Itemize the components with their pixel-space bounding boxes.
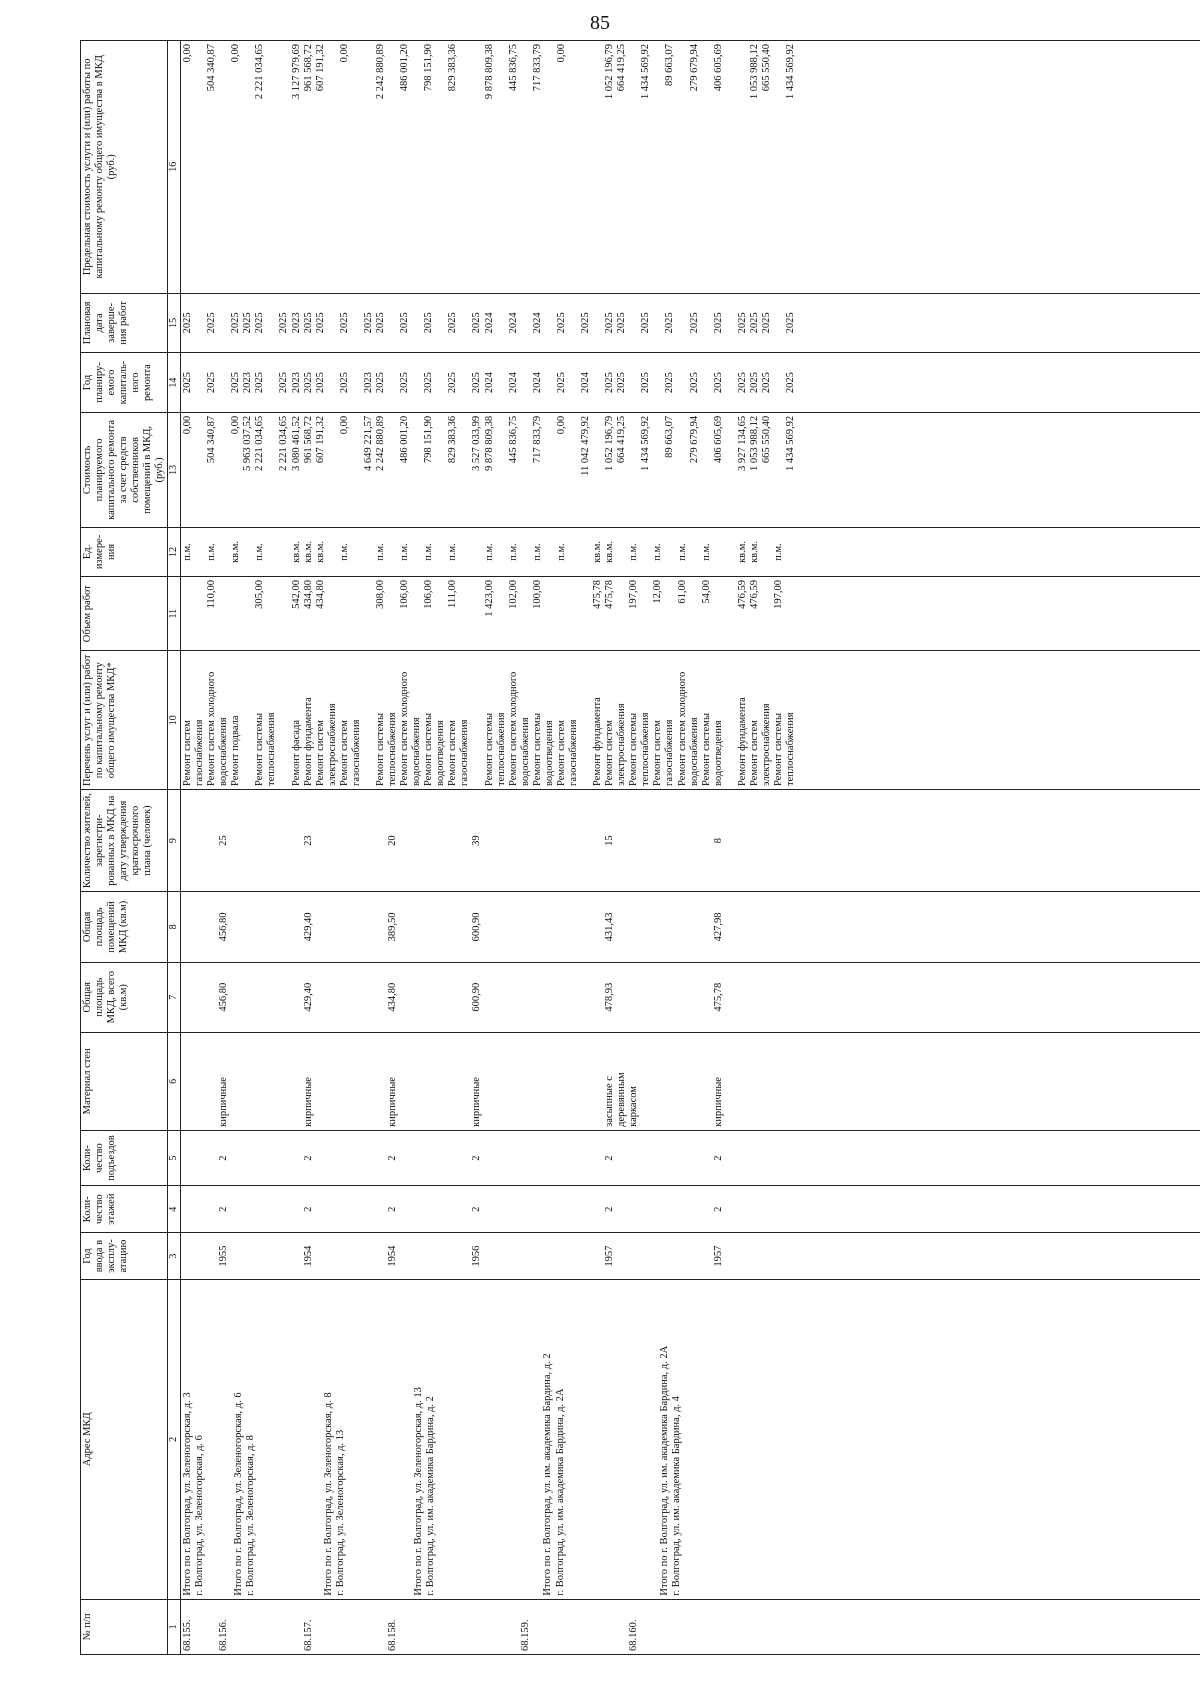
addresses xyxy=(180,1280,1200,1600)
planned-cost: 0,00 504 340,87 0,00 5 963 037,52 2 221 034,65 2 221 034,65 3 080 461,52 961 568,72 607 191,32 0,00 4 649 221,57 2 242 880,89 486 001,20 798 151,90 829 383,36 3 527 033,99 9 878 809,38 445 836,75 717 833,79 0,00 11 042 479,92 1 052 196,79 664 419,25 1 434 569,92 89 663,07 279 679,94 406 605,69 3 927 134,65 1 053 988,12 665 550,40 1 434 569,92 xyxy=(180,412,1200,527)
column-number: 3 xyxy=(168,1233,181,1280)
header-cell: Объем работ xyxy=(81,576,168,651)
row-numbers: 68.155. 68.156. 68.157. 68.158. 68.159. 68.160. xyxy=(180,1599,1200,1654)
column-number: 6 xyxy=(168,1032,181,1130)
column-number: 12 xyxy=(168,527,181,576)
work-volume: 110,00 305,00 542,00 434,80 434,80 308,00 106,00 106,00 111,00 1 423,00 102,00 100,00 475,78 475,78 197,00 12,00 61,00 54,00 476,59 476,59 197,00 xyxy=(180,576,1200,651)
header-cell: Материал стен xyxy=(81,1032,168,1130)
repair-year: 2025 2025 2025 2023 2025 2025 2023 2025 2025 2025 2023 2025 2025 2025 2025 2025 2024 2024 2024 2025 2024 2025 2025 2025 2025 2025 2025 2025 2025 2025 2025 xyxy=(180,353,1200,413)
address-line: г. Волгоград, ул. Зеленогорская, д. 8 xyxy=(245,1435,257,1596)
commissioning-years: 1955 1954 1954 1956 1957 1957 xyxy=(180,1233,1200,1280)
column-number: 7 xyxy=(168,962,181,1032)
address-line: г. Волгоград, ул. им. академика Бардина, д. 4 xyxy=(670,1396,682,1596)
repair-plan-table xyxy=(80,40,1200,1655)
total-line: Итого по г. Волгоград, ул. Зеленогорская, д. 3 xyxy=(181,1392,193,1596)
total-line: Итого по г. Волгоград, ул. Зеленогорская, д. 8 xyxy=(323,1392,335,1596)
header-cell: Коли-чество этажей xyxy=(81,1186,168,1233)
header-row xyxy=(81,41,168,1655)
column-number: 9 xyxy=(168,789,181,891)
max-cost: 0,00 504 340,87 0,00 2 221 034,65 3 127 979,69 961 568,72 607 191,32 0,00 2 242 880,89 486 001,20 798 151,90 829 383,36 9 878 809,38 445 836,75 717 833,79 0,00 1 052 196,79 664 419,25 1 434 569,92 89 663,07 279 679,94 406 605,69 1 053 988,12 665 550,40 1 434 569,92 xyxy=(180,41,1200,294)
header-cell: Общая площадь помещений МКД (кв.м) xyxy=(81,892,168,962)
header-cell: Плановая дата заверше-ния работ xyxy=(81,293,168,353)
column-number: 15 xyxy=(168,293,181,353)
units: п.м. п.м. кв.м. п.м. кв.м. кв.м. кв.м. п.м. п.м. п.м. п.м. п.м. п.м. п.м. п.м. п.м. кв.м. кв.м. п.м. п.м. п.м. п.м. кв.м. кв.м. п.м. xyxy=(180,527,1200,576)
total-area: 456,80 429,40 434,80 600,90 478,93 475,78 xyxy=(180,962,1200,1032)
address-line: г. Волгоград, ул. Зеленогорская, д. 6 xyxy=(194,1435,205,1596)
column-number: 16 xyxy=(168,41,181,294)
wall-materials: кирпичные кирпичные кирпичные кирпичные засыпные с деревянным каркасом кирпичные xyxy=(180,1032,1200,1130)
column-number: 10 xyxy=(168,651,181,789)
floor-counts: 2 2 2 2 2 2 xyxy=(180,1186,1200,1233)
table-body-row xyxy=(180,41,1200,1655)
total-line: Итого по г. Волгоград, ул. Зеленогорская, д. 6 xyxy=(233,1392,245,1596)
header-cell: Ед. измере-ния xyxy=(81,527,168,576)
column-number-row xyxy=(168,41,181,1655)
total-line: Итого по г. Волгоград, ул. им. академика Бардина, д. 2А xyxy=(658,1345,670,1596)
column-number: 4 xyxy=(168,1186,181,1233)
completion-year: 2025 2025 2025 2025 2025 2025 2023 2025 2025 2025 2025 2025 2025 2025 2025 2025 2024 2024 2024 2025 2025 2025 2025 2025 2025 2025 2025 2025 2025 2025 2025 xyxy=(180,293,1200,353)
column-number: 11 xyxy=(168,576,181,651)
column-number: 13 xyxy=(168,412,181,527)
work-list: Ремонт систем газоснабжения Ремонт систем холодного водоснабжения Ремонт подвала Ремонт системы теплоснабжения Ремонт фасада Ремонт фундамента Ремонт систем электроснабжения Ремонт систем газоснабжения Ремонт системы теплоснабжения Ремонт систем холодного водоснабжения Ремонт системы водоотведения Ремонт систем газоснабжения Ремонт системы теплоснабжения Ремонт систем холодного водоснабжения Ремонт системы водоотведения Ремонт систем газоснабжения Ремонт фундамента Ремонт систем электроснабжения Ремонт системы теплоснабжения Ремонт систем газоснабжения Ремонт систем холодного водоснабжения Ремонт системы водоотведения Ремонт фундамента Ремонт систем электроснабжения Ремонт системы теплоснабжения xyxy=(180,651,1200,789)
column-number: 2 xyxy=(168,1280,181,1600)
header-cell: Количество жителей, зарегистри-рованных в МКД на дату утверждения краткосрочного плана (человек) xyxy=(81,789,168,891)
column-number: 14 xyxy=(168,353,181,413)
entrance-counts: 2 2 2 2 2 2 xyxy=(180,1130,1200,1185)
header-cell: Общая площадь МКД, всего (кв.м) xyxy=(81,962,168,1032)
total-line: Итого по г. Волгоград, ул. им. академика Бардина, д. 2 xyxy=(542,1353,554,1596)
header-cell: Год планиру-емого капиталь-ного ремонта xyxy=(81,353,168,413)
header-cell: Год ввода в эксплу-атацию xyxy=(81,1233,168,1280)
rotated-table-container xyxy=(80,40,1200,1655)
resident-counts: 25 23 20 39 15 8 xyxy=(180,789,1200,891)
column-number: 8 xyxy=(168,892,181,962)
address-line: г. Волгоград, ул. им. академика Бардина, д. 2А xyxy=(554,1388,566,1596)
address-line: г. Волгоград, ул. Зеленогорская, д. 13 xyxy=(335,1429,347,1596)
address-line: г. Волгоград, ул. им. академика Бардина, д. 2 xyxy=(425,1396,437,1596)
header-cell: Коли-чество подъездов xyxy=(81,1130,168,1185)
header-cell: Адрес МКД xyxy=(81,1280,168,1600)
column-number: 5 xyxy=(168,1130,181,1185)
total-line: Итого по г. Волгоград, ул. Зеленогорская, д. 13 xyxy=(413,1387,425,1596)
column-number: 1 xyxy=(168,1599,181,1654)
header-cell: Стоимость планируемого капитального ремонта за счет средств собственников помещений в МКД, (руб.) xyxy=(81,412,168,527)
header-cell: Предельная стоимость услуги и (или) работы по капитальному ремонту общего имущества в МКД (руб.) xyxy=(81,41,168,294)
page-number: 85 xyxy=(590,12,610,34)
header-cell: Перечень услуг и (или) работ по капитальному ремонту общего имущества МКД* xyxy=(81,651,168,789)
header-cell: № п/п xyxy=(81,1599,168,1654)
premises-area: 456,80 429,40 389,50 600,90 431,43 427,98 xyxy=(180,892,1200,962)
